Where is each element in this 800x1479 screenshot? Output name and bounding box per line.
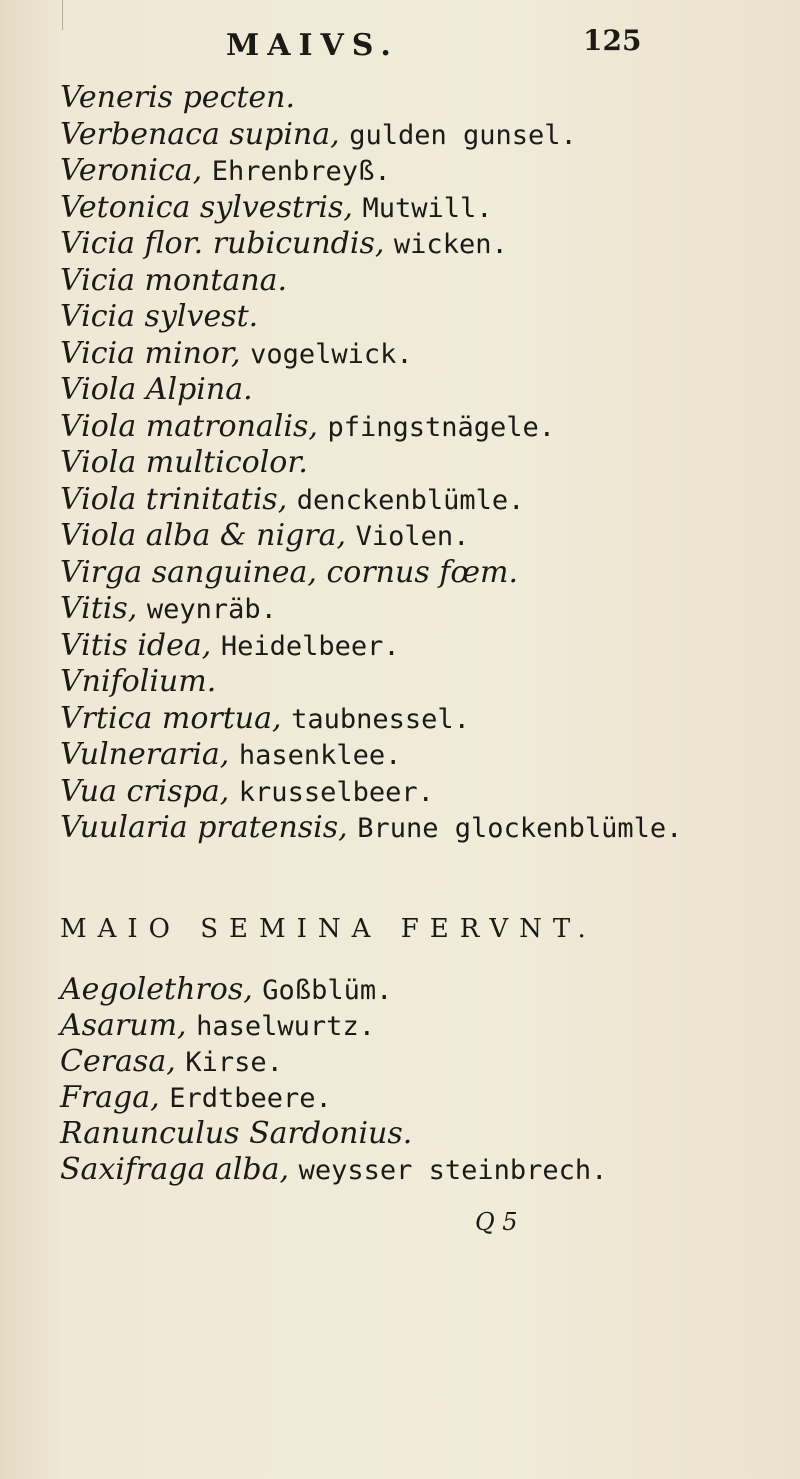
latin-name: Vitis idea,	[60, 627, 212, 663]
german-name: Violen.	[355, 521, 470, 552]
list-item	[60, 190, 720, 227]
german-name: Brune glockenblümle.	[357, 813, 683, 844]
latin-name: Viola multicolor.	[60, 445, 308, 480]
page-number: 125	[583, 24, 642, 57]
list-item	[60, 1116, 720, 1152]
signature-mark: Q 5	[475, 1208, 518, 1236]
latin-name: Viola matronalis,	[60, 408, 318, 444]
german-name: denckenblümle.	[296, 484, 525, 516]
latin-name: Viola trinitatis,	[60, 481, 288, 517]
list-item	[60, 1008, 720, 1044]
latin-name: Vrtica mortua,	[60, 700, 282, 736]
german-name: pfingstnägele.	[327, 411, 556, 443]
german-name: Mutwill.	[362, 192, 493, 224]
list-item	[60, 445, 720, 482]
latin-name: Vicia sylvest.	[60, 299, 259, 334]
german-name: Heidelbeer.	[220, 630, 400, 662]
section-heading: MAIO SEMINA FERVNT.	[60, 914, 597, 944]
list-item	[60, 117, 720, 154]
latin-name: Vetonica sylvestris,	[60, 189, 353, 225]
list-item	[60, 628, 720, 665]
list-item	[60, 336, 720, 373]
latin-name: Vuularia pratensis,	[60, 810, 348, 845]
german-name: haselwurtz.	[196, 1011, 375, 1042]
list-item	[60, 80, 720, 117]
german-name: wicken.	[393, 229, 508, 260]
latin-name: Veronica,	[60, 153, 203, 188]
german-name: Ehrenbreyß.	[211, 156, 391, 187]
list-item	[60, 1044, 720, 1080]
latin-name: Vicia montana.	[60, 262, 288, 298]
list-item	[60, 263, 720, 300]
german-name: hasenklee.	[238, 740, 402, 771]
latin-name: Fraga,	[60, 1080, 160, 1115]
german-name: Erdtbeere.	[169, 1083, 332, 1114]
latin-name: Saxifraga alba,	[60, 1152, 290, 1187]
latin-name: Viola Alpina.	[60, 372, 253, 407]
list-item	[60, 372, 720, 409]
latin-name: Vnifolium.	[60, 664, 217, 699]
latin-name: Vicia minor,	[60, 335, 241, 371]
list-item	[60, 701, 720, 738]
latin-name-secondary: cornus fœm.	[326, 554, 518, 590]
latin-name: Cerasa,	[60, 1044, 176, 1079]
latin-name: Verbenaca supina,	[60, 116, 340, 152]
latin-name: Veneris pecten.	[60, 80, 296, 115]
plant-list	[60, 80, 720, 847]
running-head: MAIVS.	[226, 28, 399, 63]
german-name: weynräb.	[146, 594, 277, 625]
list-item	[60, 518, 720, 555]
latin-name: Vulneraria,	[60, 737, 230, 772]
latin-name: Aegolethros,	[60, 972, 253, 1007]
page-header	[0, 24, 800, 64]
german-name: krusselbeer.	[238, 776, 434, 808]
list-item	[60, 774, 720, 811]
latin-name: Vua crispa,	[60, 773, 230, 809]
list-item	[60, 1080, 720, 1116]
german-name: gulden gunsel.	[349, 119, 577, 151]
list-item	[60, 591, 720, 628]
list-item	[60, 409, 720, 446]
german-name: taubnessel.	[291, 703, 470, 735]
list-item	[60, 226, 720, 263]
list-item	[60, 299, 720, 336]
latin-name: Viola alba & nigra,	[60, 518, 347, 553]
latin-name: Ranunculus Sardonius.	[60, 1116, 413, 1151]
german-name: Goßblüm.	[262, 975, 393, 1006]
list-item	[60, 1152, 720, 1188]
list-item	[60, 482, 720, 519]
latin-name: Vicia flor. rubicundis,	[60, 226, 385, 261]
list-item	[60, 555, 720, 592]
german-name: weysser steinbrech.	[298, 1155, 608, 1186]
list-item	[60, 664, 720, 701]
list-item	[60, 810, 720, 847]
latin-name: Virga sanguinea,	[60, 554, 317, 590]
seed-list	[60, 972, 720, 1188]
list-item	[60, 153, 720, 190]
list-item	[60, 737, 720, 774]
latin-name: Vitis,	[60, 591, 138, 626]
list-item	[60, 972, 720, 1008]
latin-name: Asarum,	[60, 1008, 187, 1043]
german-name: vogelwick.	[250, 338, 413, 370]
german-name: Kirse.	[185, 1047, 283, 1078]
